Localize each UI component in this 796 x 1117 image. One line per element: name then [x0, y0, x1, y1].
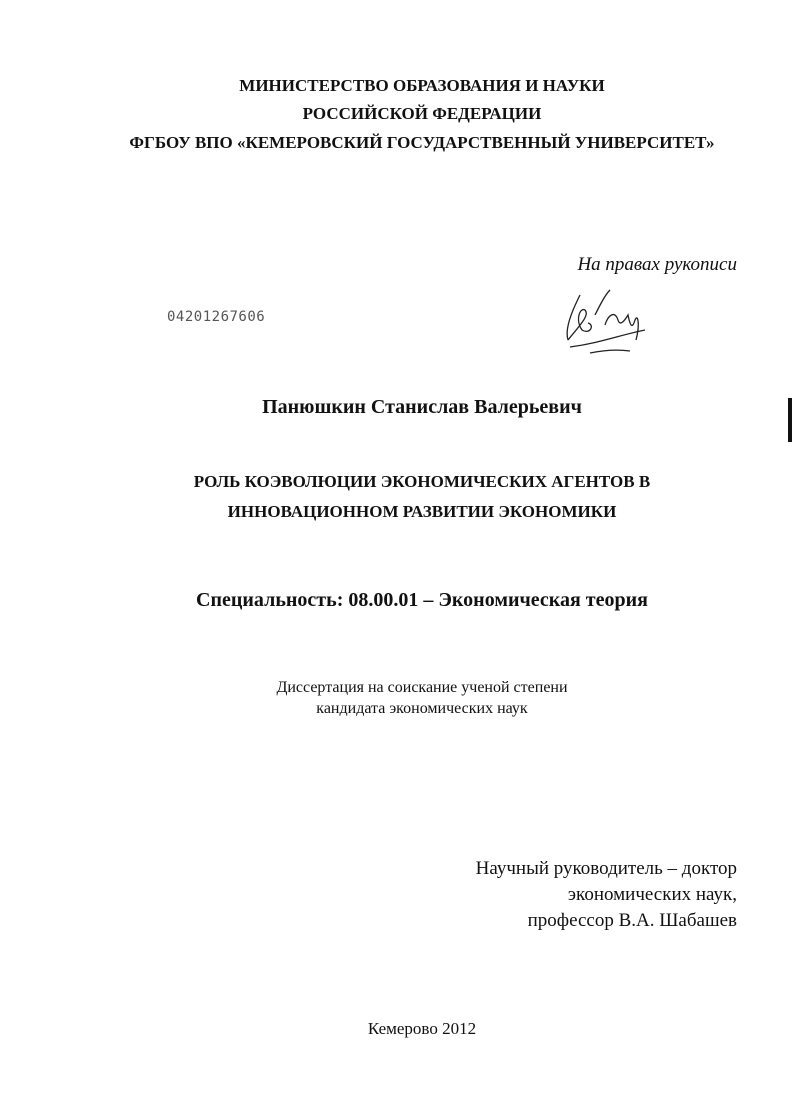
- scan-edge-mark: [788, 398, 792, 442]
- title-line-1: РОЛЬ КОЭВОЛЮЦИИ ЭКОНОМИЧЕСКИХ АГЕНТОВ В: [193, 472, 651, 491]
- registration-number: 04201267606: [167, 309, 266, 325]
- supervisor-line-3: профессор В.А. Шабашев: [527, 910, 737, 931]
- ministry-line: МИНИСТЕРСТВО ОБРАЗОВАНИЯ И НАУКИ: [239, 76, 605, 95]
- manuscript-note: На правах рукописи: [577, 254, 737, 275]
- specialty: Специальность: 08.00.01 – Экономическая теория: [196, 589, 648, 611]
- federation-line: РОССИЙСКОЙ ФЕДЕРАЦИИ: [302, 104, 542, 123]
- signature: [560, 285, 660, 365]
- degree-line-1: Диссертация на соискание ученой степени: [276, 679, 568, 696]
- author-name: Панюшкин Станислав Валерьевич: [262, 396, 582, 418]
- title-line-2: ИННОВАЦИОННОМ РАЗВИТИИ ЭКОНОМИКИ: [227, 502, 617, 521]
- degree-line-2: кандидата экономических наук: [316, 700, 528, 717]
- supervisor-line-1: Научный руководитель – доктор: [475, 858, 737, 879]
- city-year: Кемерово 2012: [367, 1019, 477, 1038]
- supervisor-line-2: экономических наук,: [567, 884, 737, 905]
- university-line: ФГБОУ ВПО «КЕМЕРОВСКИЙ ГОСУДАРСТВЕННЫЙ УНИВЕРСИТЕТ»: [129, 133, 715, 152]
